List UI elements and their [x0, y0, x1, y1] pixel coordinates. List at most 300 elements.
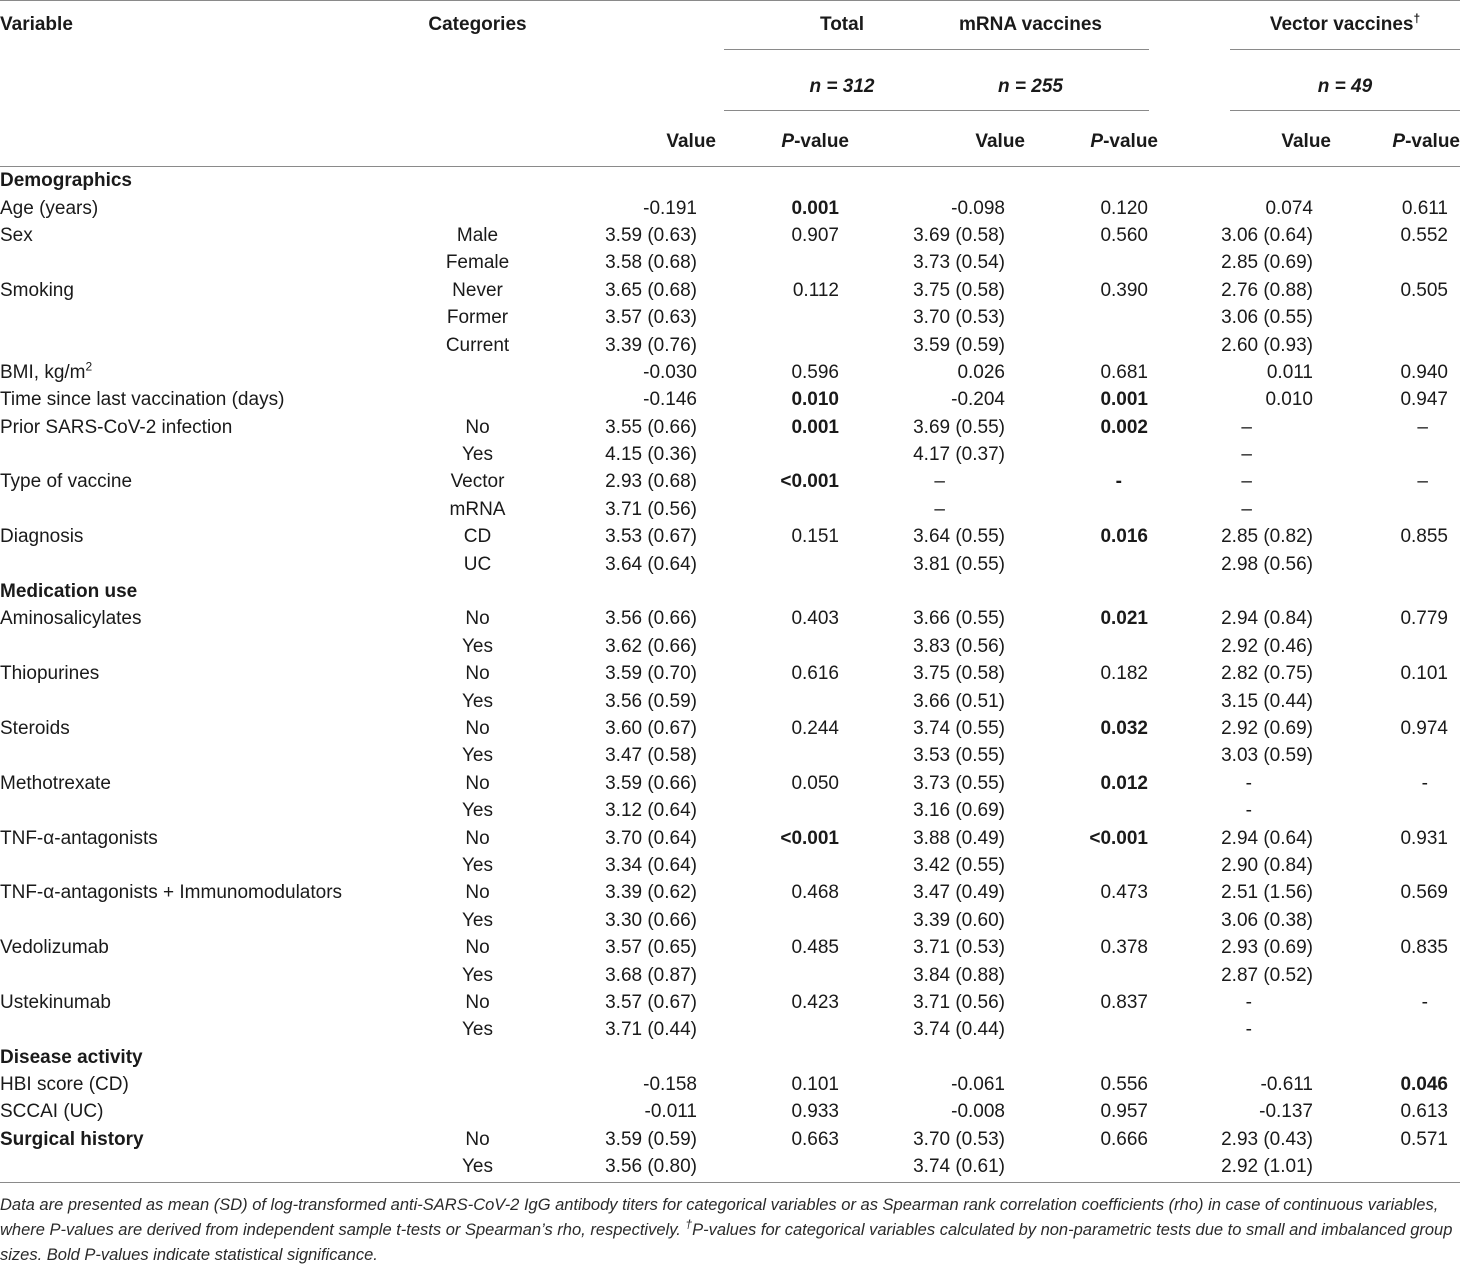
category-cell: No	[465, 772, 490, 794]
variable-cell	[0, 277, 415, 304]
variable-cell	[0, 660, 415, 687]
p-value-cell	[759, 852, 849, 879]
value-cell: –	[934, 498, 945, 520]
value-cell: 2.87 (0.52)	[1221, 964, 1313, 986]
table-row	[0, 687, 1460, 714]
header-empty-4	[415, 112, 540, 167]
variable-cell	[0, 1126, 415, 1153]
header-p-mrna-italic: P	[1090, 130, 1104, 152]
category-cell: Never	[452, 279, 503, 301]
category-cell: Yes	[415, 1153, 540, 1183]
value-cell: 3.71 (0.53)	[913, 937, 1005, 959]
header-group-total-label: Total	[820, 14, 864, 35]
header-p-total-suffix: -value	[794, 130, 849, 152]
header-n-total	[540, 62, 875, 112]
p-value-cell	[1069, 441, 1158, 468]
p-value-cell: 0.837	[1100, 991, 1148, 1013]
value-cell: -	[1245, 1019, 1252, 1041]
value-cell: 3.69 (0.55)	[913, 416, 1005, 438]
p-value-cell	[1069, 907, 1158, 934]
p-value-cell: 0.002	[1100, 416, 1148, 438]
value-cell: 3.60 (0.67)	[605, 718, 697, 739]
p-value-cell: 0.957	[1100, 1101, 1148, 1123]
section-label: Disease activity	[0, 1046, 143, 1068]
value-cell: –	[1241, 498, 1252, 520]
value-cell: 3.12 (0.64)	[605, 800, 697, 822]
header-value-total-label: Value	[666, 130, 716, 152]
variable-cell	[0, 441, 415, 468]
p-value-cell: 0.907	[791, 224, 839, 246]
p-value-cell: 0.611	[1401, 197, 1448, 219]
p-value-cell	[759, 550, 849, 577]
table-row	[0, 660, 1460, 687]
variable-cell	[0, 523, 415, 550]
variable-label: Smoking	[0, 279, 74, 301]
p-value-cell: 0.947	[1400, 389, 1448, 411]
header-value-total	[540, 112, 759, 167]
table-row	[0, 496, 1460, 523]
table-footnote	[0, 1193, 1458, 1268]
category-cell: No	[465, 718, 490, 739]
header-group-mrna-label: mRNA vaccines	[959, 14, 1102, 35]
value-cell: 3.59 (0.59)	[913, 334, 1005, 356]
header-group-vector-dagger: †	[1413, 11, 1421, 26]
value-cell: 2.85 (0.69)	[1221, 252, 1313, 274]
p-value-cell: 0.016	[1100, 526, 1148, 548]
header-categories: Categories	[428, 14, 527, 35]
category-cell: Yes	[462, 690, 493, 712]
value-cell: 3.03 (0.59)	[1221, 745, 1313, 767]
value-cell: 3.57 (0.63)	[605, 307, 697, 329]
value-cell: 3.56 (0.66)	[605, 608, 697, 630]
value-cell: –	[1241, 444, 1252, 466]
variable-cell	[0, 359, 415, 386]
variable-label: BMI, kg/m	[0, 361, 86, 383]
variable-label: Type of vaccine	[0, 471, 133, 493]
variable-cell	[0, 304, 415, 331]
variable-cell	[0, 605, 415, 632]
table-row	[0, 1153, 1460, 1183]
p-value-cell: 0.855	[1400, 526, 1448, 548]
table-row	[0, 1016, 1460, 1043]
category-cell: Yes	[462, 635, 493, 657]
table-row	[0, 824, 1460, 851]
value-cell: 3.53 (0.67)	[605, 526, 697, 548]
value-cell: 3.83 (0.56)	[913, 635, 1005, 657]
p-value-cell	[1069, 331, 1158, 358]
value-cell: 3.59 (0.59)	[605, 1128, 697, 1150]
variable-cell	[0, 907, 415, 934]
value-cell: 3.58 (0.68)	[605, 252, 697, 274]
table-row	[0, 1126, 1460, 1153]
value-cell: 3.75 (0.58)	[913, 279, 1005, 301]
variable-cell	[0, 934, 415, 961]
p-value-cell	[1069, 797, 1158, 824]
p-value-cell	[759, 1153, 849, 1183]
p-value-cell: 0.560	[1100, 224, 1148, 246]
p-value-cell	[759, 961, 849, 988]
variable-label: Vedolizumab	[0, 937, 109, 959]
value-cell: -0.611	[1260, 1074, 1313, 1096]
header-p-total-italic: P	[781, 130, 795, 152]
variable-cell	[0, 989, 415, 1016]
value-cell: –	[1241, 471, 1252, 493]
p-value-cell: 0.403	[791, 608, 839, 630]
header-p-vector-italic: P	[1392, 130, 1406, 152]
p-value-cell: 0.390	[1100, 279, 1148, 301]
p-value-cell	[759, 742, 849, 769]
value-cell: 3.59 (0.63)	[605, 224, 697, 246]
category-cell: Vector	[450, 471, 505, 493]
value-cell: -0.191	[643, 197, 697, 219]
value-cell: -	[1245, 772, 1252, 794]
table-row	[0, 249, 1460, 276]
value-cell: 2.98 (0.56)	[1221, 553, 1313, 575]
value-cell: -0.204	[951, 389, 1005, 411]
category-cell	[415, 1098, 540, 1125]
value-cell: 3.30 (0.66)	[605, 909, 697, 931]
variable-label: Thiopurines	[0, 663, 100, 685]
table-row	[0, 222, 1460, 249]
value-cell: 2.92 (1.01)	[1158, 1153, 1378, 1183]
table-body	[0, 167, 1460, 1183]
header-n-mrna-box	[912, 63, 1149, 111]
value-cell: 3.70 (0.64)	[605, 827, 697, 849]
p-value-cell	[1069, 1153, 1158, 1183]
p-value-cell: 0.571	[1400, 1128, 1448, 1150]
table-row	[0, 359, 1460, 386]
header-value-mrna-label: Value	[975, 130, 1025, 152]
p-value-cell: 0.779	[1400, 608, 1448, 630]
table-row	[0, 907, 1460, 934]
category-cell: mRNA	[449, 498, 506, 520]
p-value-cell: 0.032	[1100, 718, 1148, 739]
variable-cell	[0, 249, 415, 276]
p-value-cell	[1378, 1153, 1460, 1183]
value-cell: 3.16 (0.69)	[913, 800, 1005, 822]
value-cell: 3.88 (0.49)	[913, 827, 1005, 849]
p-value-cell	[759, 304, 849, 331]
p-value-cell	[1069, 687, 1158, 714]
p-value-cell	[1378, 550, 1460, 577]
footnote-part1: Data are presented as mean (SD) of log-transformed anti-SARS-CoV-2 IgG antibody titers for categorical variables or as Spearman rank correlation coefficients (rho) in case of continuous variables, where P-values are derived from independent sample t-tests or Spearman’s rho, respectively.	[0, 1196, 1439, 1239]
p-value-cell	[1378, 441, 1460, 468]
value-cell: 3.65 (0.68)	[605, 279, 697, 301]
p-value-cell	[1378, 304, 1460, 331]
p-value-cell: 0.423	[791, 991, 839, 1013]
variable-label: TNF-α-antagonists + Immunomodulators	[0, 882, 343, 904]
p-value-cell: 0.001	[1100, 389, 1148, 411]
variable-cell	[0, 633, 415, 660]
category-cell: Yes	[462, 909, 493, 931]
p-value-cell	[1378, 633, 1460, 660]
variable-cell	[0, 797, 415, 824]
p-value-cell: 0.596	[791, 361, 839, 383]
value-cell: 2.92 (0.69)	[1221, 718, 1313, 739]
footnote-part2: P-values for categorical variables calculated by non-parametric tests due to small and imbalanced group sizes. Bold P-values indicate statistical significance.	[0, 1221, 1453, 1264]
category-cell: No	[465, 1128, 490, 1150]
p-value-cell: -	[1421, 772, 1428, 794]
category-cell: No	[465, 827, 490, 849]
p-value-cell: 0.616	[791, 663, 839, 685]
value-cell: 3.56 (0.80)	[540, 1153, 759, 1183]
value-cell: 3.06 (0.38)	[1221, 909, 1313, 931]
p-value-cell	[1378, 797, 1460, 824]
value-cell: 2.93 (0.69)	[1221, 937, 1313, 959]
p-value-cell: 0.112	[792, 279, 839, 301]
value-cell: 2.93 (0.68)	[605, 471, 697, 493]
p-value-cell	[759, 797, 849, 824]
p-value-cell	[1069, 852, 1158, 879]
p-value-cell	[759, 441, 849, 468]
value-cell: 2.60 (0.93)	[1221, 334, 1313, 356]
variable-cell	[0, 961, 415, 988]
p-value-cell: 0.151	[791, 526, 839, 548]
p-value-cell: 0.931	[1400, 827, 1448, 849]
value-cell: 3.39 (0.62)	[605, 882, 697, 904]
value-cell: 3.81 (0.55)	[913, 553, 1005, 575]
category-cell: Yes	[462, 745, 493, 767]
p-value-cell: 0.569	[1400, 882, 1448, 904]
variable-cell	[0, 468, 415, 495]
value-cell: 4.17 (0.37)	[913, 444, 1005, 466]
category-cell: Yes	[462, 854, 493, 876]
category-cell: Current	[445, 334, 510, 356]
header-n-vector	[1158, 62, 1460, 112]
p-value-cell: 0.021	[1100, 608, 1148, 630]
p-value-cell: 0.120	[1100, 197, 1148, 219]
header-value-vector	[1158, 112, 1378, 167]
p-value-cell	[1069, 496, 1158, 523]
header-n-vector-label: n = 49	[1317, 76, 1373, 97]
value-cell: 0.010	[1265, 389, 1313, 411]
table-row	[0, 961, 1460, 988]
value-cell: 3.68 (0.87)	[605, 964, 697, 986]
variable-label: Age (years)	[0, 197, 99, 219]
value-cell: –	[934, 471, 945, 493]
table-row	[0, 441, 1460, 468]
p-value-cell: -	[1115, 471, 1122, 493]
p-value-cell	[1378, 687, 1460, 714]
category-cell	[415, 386, 540, 413]
value-cell: 2.92 (0.46)	[1221, 635, 1313, 657]
category-cell: No	[465, 608, 490, 630]
value-cell: 3.70 (0.53)	[913, 1128, 1005, 1150]
p-value-cell: 0.505	[1400, 279, 1448, 301]
value-cell: 0.074	[1265, 197, 1313, 219]
header-group-vector-label: Vector vaccines	[1269, 14, 1414, 35]
p-value-cell	[1378, 496, 1460, 523]
p-value-cell: 0.050	[791, 772, 839, 794]
p-value-cell	[1378, 1016, 1460, 1043]
value-cell: 2.51 (1.56)	[1221, 882, 1313, 904]
table-row	[0, 605, 1460, 632]
category-cell: UC	[463, 553, 492, 575]
category-cell: Yes	[462, 964, 493, 986]
header-variable: Variable	[0, 14, 73, 35]
value-cell: 3.73 (0.54)	[913, 252, 1005, 274]
value-cell: 3.71 (0.56)	[913, 991, 1005, 1013]
p-value-cell	[1069, 633, 1158, 660]
value-cell: 3.74 (0.44)	[913, 1019, 1005, 1041]
variable-label: TNF-α-antagonists	[0, 827, 158, 849]
header-row-columns	[0, 112, 1460, 167]
value-cell: 3.75 (0.58)	[913, 663, 1005, 685]
header-value-mrna	[849, 112, 1069, 167]
header-p-total	[759, 112, 849, 167]
variable-cell	[0, 715, 415, 742]
value-cell: 4.15 (0.36)	[605, 444, 697, 466]
value-cell: -0.146	[643, 389, 697, 411]
p-value-cell: –	[1417, 416, 1428, 438]
p-value-cell	[1378, 852, 1460, 879]
variable-label: Surgical history	[0, 1128, 144, 1150]
table-row	[0, 304, 1460, 331]
table-row	[0, 468, 1460, 495]
category-cell	[415, 1071, 540, 1098]
value-cell: -0.008	[951, 1101, 1005, 1123]
p-value-cell: 0.556	[1100, 1074, 1148, 1096]
table-row	[0, 742, 1460, 769]
value-cell: 3.06 (0.55)	[1221, 307, 1313, 329]
p-value-cell: 0.485	[791, 937, 839, 959]
variable-cell	[0, 687, 415, 714]
p-value-cell	[1069, 249, 1158, 276]
value-cell: 3.39 (0.60)	[913, 909, 1005, 931]
variable-cell	[0, 496, 415, 523]
header-group-mrna-box	[912, 12, 1149, 50]
category-cell: No	[465, 991, 490, 1013]
p-value-cell: –	[1417, 471, 1428, 493]
variable-cell	[0, 770, 415, 797]
p-value-cell: 0.012	[1100, 772, 1148, 794]
variable-label: Ustekinumab	[0, 991, 111, 1013]
category-cell: Male	[456, 224, 499, 246]
table-row	[0, 277, 1460, 304]
variable-label: HBI score (CD)	[0, 1074, 129, 1096]
variable-cell	[0, 1153, 415, 1183]
p-value-cell: 0.940	[1400, 361, 1448, 383]
p-value-cell: 0.101	[1400, 663, 1448, 685]
category-cell: Female	[445, 252, 510, 274]
table-header	[0, 0, 1460, 167]
header-empty-2	[415, 62, 540, 112]
value-cell: 3.74 (0.61)	[849, 1153, 1069, 1183]
p-value-cell: 0.663	[791, 1128, 839, 1150]
section-row	[0, 167, 1460, 195]
category-cell: No	[465, 882, 490, 904]
table-row	[0, 633, 1460, 660]
value-cell: -0.030	[643, 361, 697, 383]
p-value-cell	[759, 633, 849, 660]
p-value-cell: -	[1421, 991, 1428, 1013]
value-cell: 3.66 (0.51)	[913, 690, 1005, 712]
p-value-cell: 0.378	[1100, 937, 1148, 959]
value-cell: 3.15 (0.44)	[1221, 690, 1313, 712]
value-cell: 3.69 (0.58)	[913, 224, 1005, 246]
p-value-cell	[1069, 550, 1158, 577]
p-value-cell	[1378, 331, 1460, 358]
variable-label: SCCAI (UC)	[0, 1101, 104, 1123]
p-value-cell	[1378, 742, 1460, 769]
p-value-cell: 0.613	[1400, 1101, 1448, 1123]
p-value-cell	[1069, 304, 1158, 331]
p-value-cell: 0.010	[791, 389, 839, 411]
value-cell: 3.39 (0.76)	[605, 334, 697, 356]
table-row	[0, 1098, 1460, 1125]
table-row	[0, 879, 1460, 906]
variable-cell	[0, 331, 415, 358]
value-cell: -0.098	[951, 197, 1005, 219]
header-row-groups	[0, 0, 1460, 62]
table-row	[0, 989, 1460, 1016]
variable-cell	[0, 550, 415, 577]
p-value-cell: 0.001	[791, 416, 839, 438]
p-value-cell: 0.681	[1100, 361, 1148, 383]
p-value-cell: 0.974	[1400, 718, 1448, 739]
header-p-vector-suffix: -value	[1405, 130, 1460, 152]
table-row	[0, 934, 1460, 961]
p-value-cell: 0.933	[791, 1101, 839, 1123]
p-value-cell: <0.001	[1089, 827, 1148, 849]
header-p-mrna-suffix: -value	[1103, 130, 1158, 152]
value-cell: 3.84 (0.88)	[913, 964, 1005, 986]
category-cell: Yes	[462, 1019, 493, 1041]
variable-label: Time since last vaccination (days)	[0, 389, 285, 411]
variable-label: Aminosalicylates	[0, 608, 142, 630]
variable-cell	[0, 852, 415, 879]
p-value-cell	[759, 687, 849, 714]
header-group-vector	[1158, 0, 1460, 62]
value-cell: -0.011	[644, 1101, 697, 1123]
value-cell: 3.42 (0.55)	[913, 854, 1005, 876]
p-value-cell	[759, 249, 849, 276]
header-empty-3	[0, 112, 415, 167]
value-cell: 3.66 (0.55)	[913, 608, 1005, 630]
variable-label: Diagnosis	[0, 526, 84, 548]
category-cell: No	[465, 663, 490, 685]
p-value-cell	[1069, 742, 1158, 769]
p-value-cell	[1378, 961, 1460, 988]
value-cell: 2.90 (0.84)	[1221, 854, 1313, 876]
category-cell: Former	[446, 307, 509, 329]
value-cell: -0.158	[643, 1074, 697, 1096]
value-cell: 3.55 (0.66)	[605, 416, 697, 438]
variable-cell	[0, 824, 415, 851]
value-cell: 3.64 (0.55)	[913, 526, 1005, 548]
value-cell: 0.026	[957, 361, 1005, 383]
p-value-cell: 0.182	[1100, 663, 1148, 685]
table-row	[0, 386, 1460, 413]
table-row	[0, 1071, 1460, 1098]
section-label: Demographics	[0, 170, 132, 192]
value-cell: 3.57 (0.67)	[605, 991, 697, 1013]
p-value-cell: 0.001	[791, 197, 839, 219]
header-group-total	[540, 0, 864, 62]
header-p-mrna	[1069, 112, 1158, 167]
value-cell: 3.34 (0.64)	[605, 854, 697, 876]
p-value-cell	[1378, 907, 1460, 934]
p-value-cell: 0.666	[1100, 1128, 1148, 1150]
variable-cell	[0, 194, 415, 221]
p-value-cell	[759, 496, 849, 523]
p-value-cell: <0.001	[780, 827, 839, 849]
variable-cell	[0, 879, 415, 906]
table-row	[0, 770, 1460, 797]
value-cell: -	[1245, 800, 1252, 822]
p-value-cell: 0.101	[791, 1074, 839, 1096]
value-cell: 3.06 (0.64)	[1221, 224, 1313, 246]
